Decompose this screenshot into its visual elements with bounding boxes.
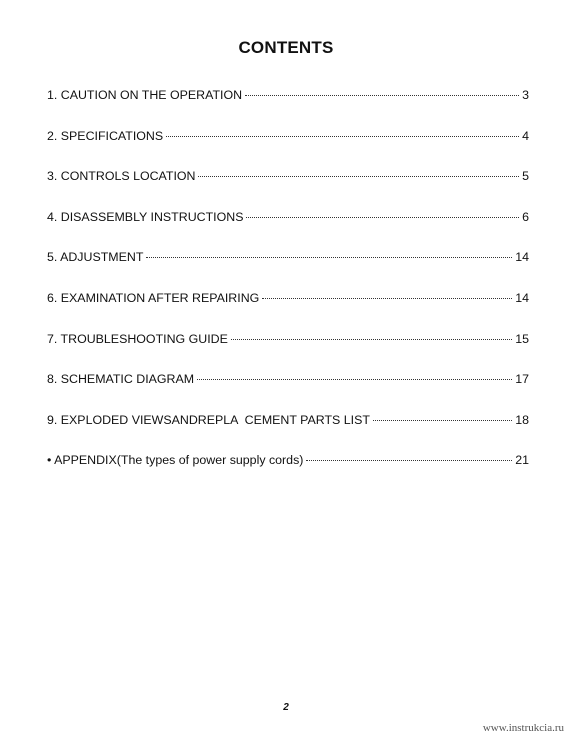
toc-row [47, 372, 529, 413]
dot-leader [166, 136, 519, 137]
table-of-contents [47, 88, 529, 494]
toc-page: 21 [515, 453, 529, 468]
toc-row [47, 291, 529, 332]
toc-row [47, 332, 529, 373]
page-title: CONTENTS [238, 38, 334, 57]
toc-label: 6. EXAMINATION AFTER REPAIRING [47, 290, 260, 305]
toc-row [47, 169, 529, 210]
toc-page: 6 [522, 209, 529, 224]
toc-row [47, 129, 529, 170]
dot-leader [197, 379, 512, 380]
toc-row [47, 88, 529, 129]
toc-label: 5. ADJUSTMENT [47, 250, 144, 265]
toc-row [47, 250, 529, 291]
toc-page: 14 [515, 250, 529, 265]
dot-leader [373, 420, 512, 421]
toc-page: 15 [515, 331, 529, 346]
toc-label: • APPENDIX(The types of power supply cords) [47, 453, 304, 468]
toc-page: 17 [515, 372, 529, 387]
dot-leader [246, 217, 519, 218]
watermark: www.instrukcia.ru [482, 722, 564, 734]
dot-leader [306, 460, 512, 461]
toc-label: 7. TROUBLESHOOTING GUIDE [47, 331, 228, 346]
dot-leader [262, 298, 512, 299]
toc-label: 2. SPECIFICATIONS [47, 128, 164, 143]
toc-row [47, 413, 529, 454]
dot-leader [231, 339, 512, 340]
toc-label: 8. SCHEMATIC DIAGRAM [47, 372, 195, 387]
toc-row [47, 210, 529, 251]
toc-label: 3. CONTROLS LOCATION [47, 169, 196, 184]
toc-page: 3 [522, 88, 529, 102]
toc-label: 9. EXPLODED VIEWSANDREPLA CEMENT PARTS LIST [47, 412, 370, 427]
page-number: 2 [283, 702, 289, 713]
toc-page: 5 [522, 169, 529, 184]
toc-label: 1. CAUTION ON THE OPERATION [47, 88, 243, 102]
toc-page: 18 [515, 412, 529, 427]
toc-page: 4 [522, 128, 529, 143]
dot-leader [198, 176, 519, 177]
dot-leader [245, 95, 519, 96]
toc-row [47, 453, 529, 494]
dot-leader [146, 257, 512, 258]
toc-page: 14 [515, 290, 529, 305]
toc-label: 4. DISASSEMBLY INSTRUCTIONS [47, 209, 244, 224]
